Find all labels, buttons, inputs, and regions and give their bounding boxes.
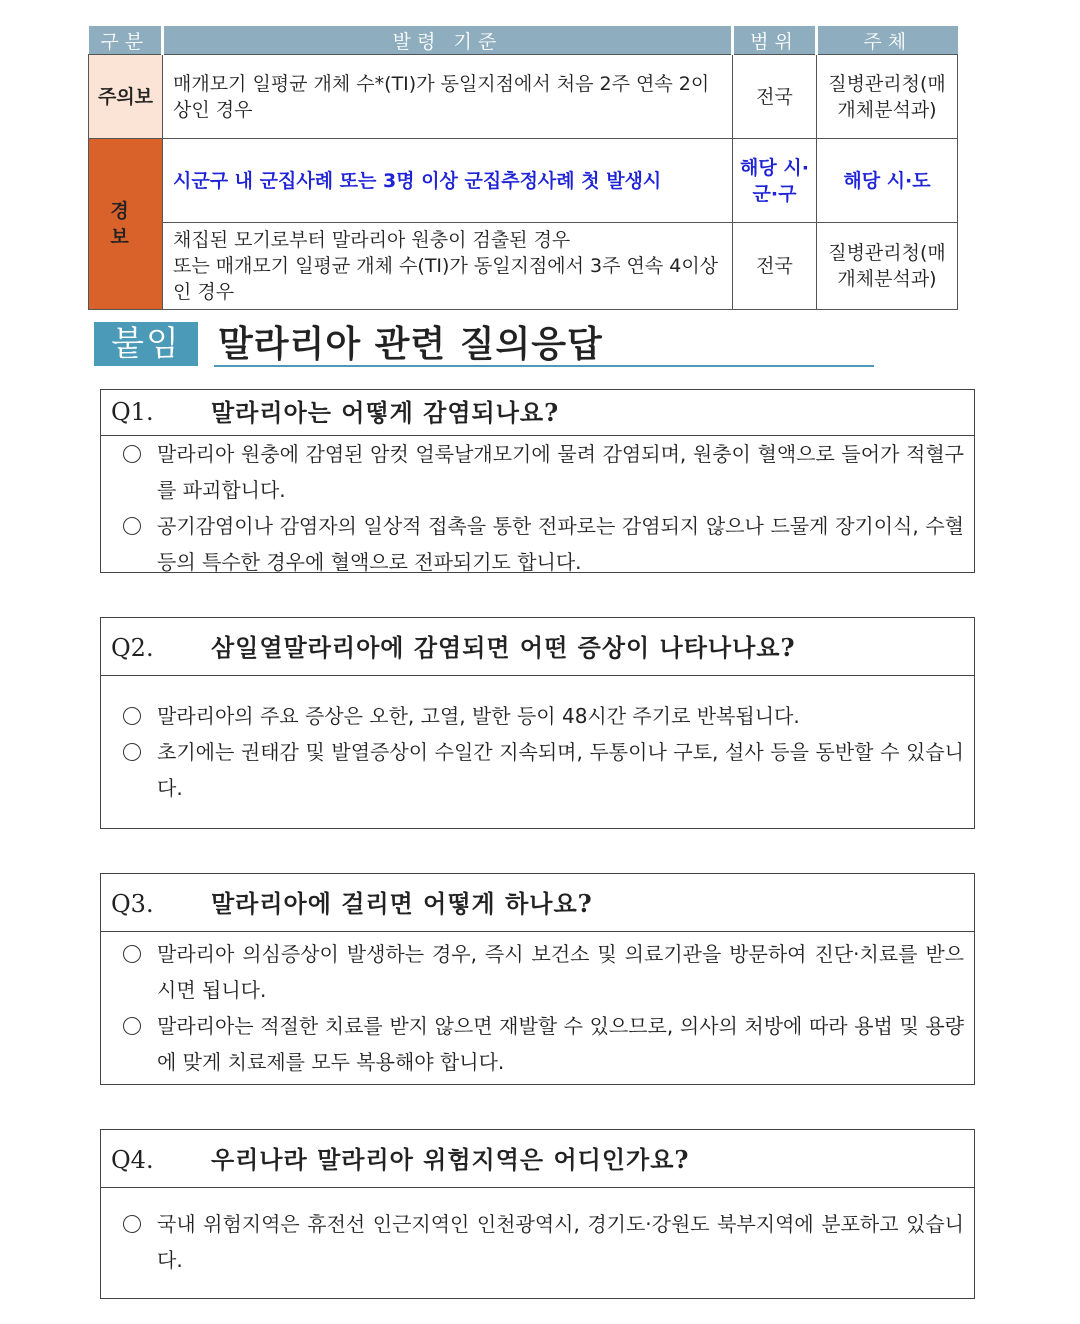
circle-bullet-icon xyxy=(123,436,141,454)
criteria-line: 채집된 모기로부터 말라리아 원충이 검출된 경우 xyxy=(173,229,571,251)
answer-text: 말라리아 의심증상이 발생하는 경우, 즉시 보건소 및 의료기관을 방문하여 진단·치료를 받으시면 됩니다. xyxy=(157,942,964,1002)
table-row xyxy=(89,223,958,310)
question-number: Q3. xyxy=(111,890,154,918)
qa-answer-list xyxy=(101,932,974,1080)
qa-question-row xyxy=(101,390,974,436)
appendix-header xyxy=(94,322,874,368)
circle-bullet-icon xyxy=(123,1206,141,1224)
scope-cell: 해당 시·군·구 xyxy=(733,139,817,223)
qa-answer-list xyxy=(101,1188,974,1278)
header-criteria: 발령 기준 xyxy=(163,26,733,55)
question-number: Q1. xyxy=(111,398,154,426)
appendix-badge: 붙임 xyxy=(94,322,198,366)
answer-item xyxy=(123,508,964,580)
answer-item xyxy=(123,1206,964,1278)
answer-item xyxy=(123,698,964,734)
question-text: 말라리아에 걸리면 어떻게 하나요? xyxy=(211,889,593,918)
scope-cell: 전국 xyxy=(733,55,817,139)
answer-item xyxy=(123,1008,964,1080)
criteria-line: 또는 매개모기 일평균 개체 수(TI)가 동일지점에서 3주 연속 4이상인 경우 xyxy=(173,255,719,303)
criteria-cell: 시군구 내 군집사례 또는 3명 이상 군집추정사례 첫 발생시 xyxy=(163,139,733,223)
circle-bullet-icon xyxy=(123,1008,141,1026)
scope-cell: 전국 xyxy=(733,223,817,310)
answer-text: 공기감염이나 감염자의 일상적 접촉을 통한 전파로는 감염되지 않으나 드물게 장기이식, 수혈 등의 특수한 경우에 혈액으로 전파되기도 합니다. xyxy=(157,514,964,574)
answer-text: 말라리아는 적절한 치료를 받지 않으면 재발할 수 있으므로, 의사의 처방에 따라 용법 및 용량에 맞게 치료제를 모두 복용해야 합니다. xyxy=(157,1014,964,1074)
answer-item xyxy=(123,734,964,806)
qa-box xyxy=(100,389,975,573)
answer-item xyxy=(123,936,964,1008)
qa-answer-list xyxy=(101,676,974,806)
table-row xyxy=(89,55,958,139)
level-watch: 주의보 xyxy=(89,55,163,139)
qa-question-row xyxy=(101,874,974,932)
criteria-cell xyxy=(163,223,733,310)
header-authority: 주체 xyxy=(817,26,958,55)
authority-cell: 해당 시·도 xyxy=(817,139,958,223)
question-text: 우리나라 말라리아 위험지역은 어디인가요? xyxy=(211,1145,690,1174)
qa-box xyxy=(100,1129,975,1299)
table-row xyxy=(89,139,958,223)
question-number: Q2. xyxy=(111,634,154,662)
circle-bullet-icon xyxy=(123,734,141,752)
qa-box xyxy=(100,873,975,1085)
answer-text: 말라리아 원충에 감염된 암컷 얼룩날개모기에 물려 감염되며, 원충이 혈액으로 들어가 적혈구를 파괴합니다. xyxy=(157,442,964,502)
answer-text: 말라리아의 주요 증상은 오한, 고열, 발한 등이 48시간 주기로 반복됩니다. xyxy=(157,704,800,728)
header-category: 구분 xyxy=(89,26,163,55)
answer-text: 초기에는 권태감 및 발열증상이 수일간 지속되며, 두통이나 구토, 설사 등을 동반할 수 있습니다. xyxy=(157,740,964,800)
circle-bullet-icon xyxy=(123,936,141,954)
answer-item xyxy=(123,436,964,508)
circle-bullet-icon xyxy=(123,508,141,526)
level-warning: 경 보 xyxy=(89,139,163,310)
section-title: 말라리아 관련 질의응답 xyxy=(218,323,603,365)
table-header-row xyxy=(89,26,958,55)
criteria-cell: 매개모기 일평균 개체 수*(TI)가 동일지점에서 처음 2주 연속 2이상인 경우 xyxy=(163,55,733,139)
alert-criteria-table xyxy=(88,26,958,310)
header-scope: 범위 xyxy=(733,26,817,55)
qa-question-row xyxy=(101,618,974,676)
authority-cell: 질병관리청(매개체분석과) xyxy=(817,223,958,310)
question-number: Q4. xyxy=(111,1146,154,1174)
qa-question-row xyxy=(101,1130,974,1188)
question-text: 말라리아는 어떻게 감염되나요? xyxy=(211,398,560,427)
question-text: 삼일열말라리아에 감염되면 어떤 증상이 나타나나요? xyxy=(211,633,796,662)
qa-box xyxy=(100,617,975,829)
authority-cell: 질병관리청(매개체분석과) xyxy=(817,55,958,139)
qa-answer-list xyxy=(101,436,974,580)
circle-bullet-icon xyxy=(123,698,141,716)
section-divider xyxy=(214,365,874,367)
answer-text: 국내 위험지역은 휴전선 인근지역인 인천광역시, 경기도·강원도 북부지역에 분포하고 있습니다. xyxy=(157,1212,964,1272)
